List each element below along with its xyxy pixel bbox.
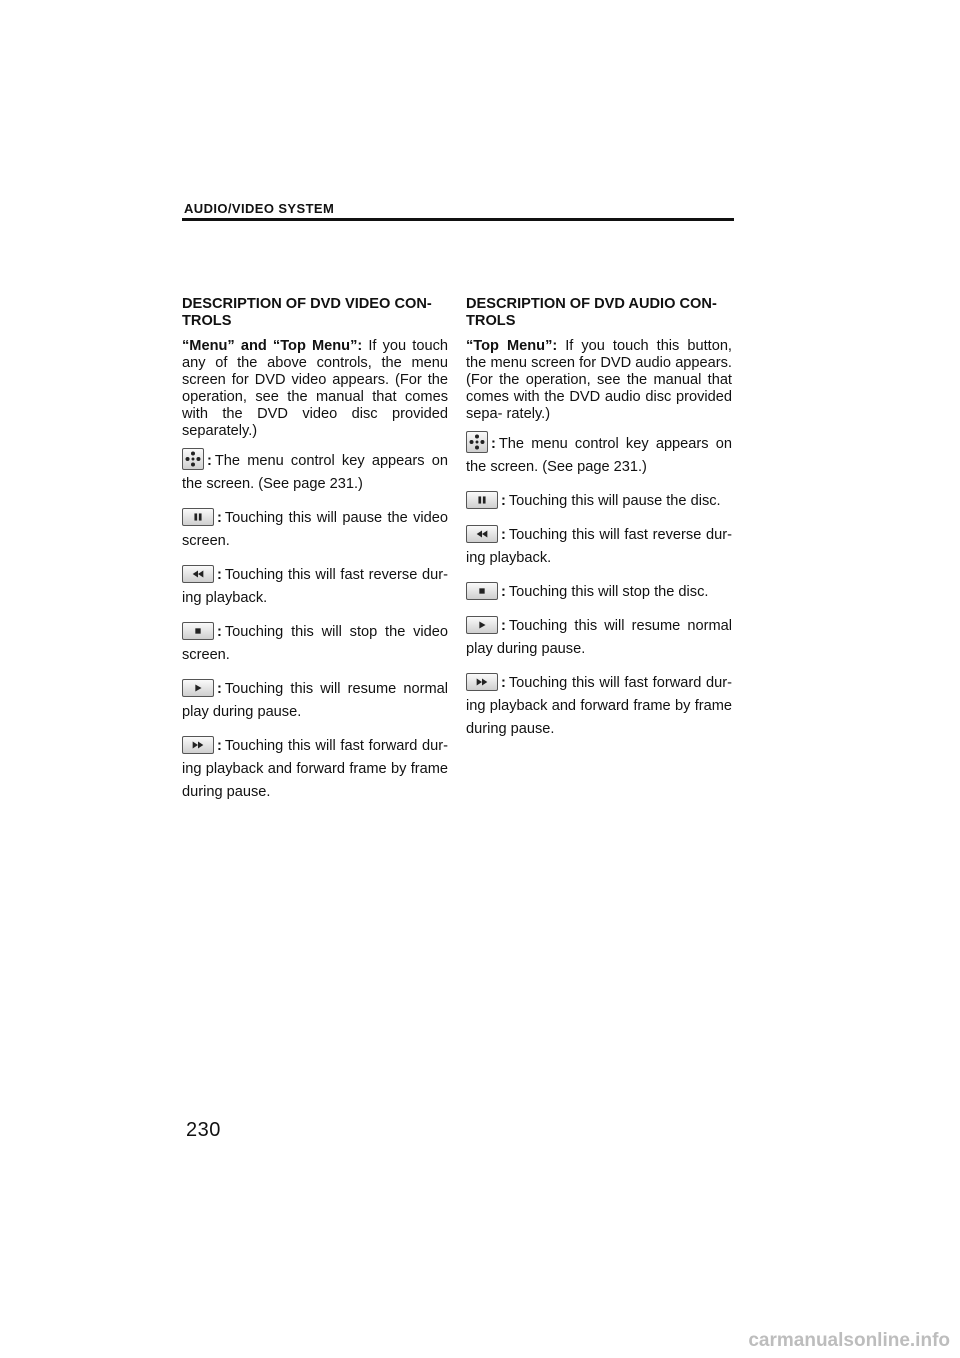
colon: : — [501, 584, 506, 600]
colon: : — [491, 436, 496, 452]
fast-reverse-icon — [182, 565, 214, 583]
item-text: Touching this will fast reverse dur- ing playback. — [466, 527, 732, 566]
colon: : — [217, 681, 222, 697]
dvd-audio-heading: DESCRIPTION OF DVD AUDIO CON- TROLS — [466, 296, 717, 329]
item-text: The menu control key appears on the screen. (See page 231.) — [182, 453, 448, 492]
dvd-video-intro — [182, 338, 448, 440]
dvd-audio-controls-column — [466, 296, 732, 752]
dvd-audio-intro-term: “Top Menu”: — [466, 338, 558, 354]
audio-fast-forward-item — [466, 672, 732, 741]
audio-play-item — [466, 615, 732, 661]
video-pause-item — [182, 507, 448, 553]
dvd-video-intro-term: “Menu” and “Top Menu”: — [182, 338, 363, 354]
colon: : — [217, 510, 222, 526]
audio-menu-control-item — [466, 431, 732, 479]
item-text: Touching this will pause the video screen. — [182, 510, 448, 549]
header-rule — [182, 218, 734, 221]
pause-icon — [182, 508, 214, 526]
colon: : — [217, 567, 222, 583]
item-text: Touching this will resume normal play during pause. — [466, 618, 732, 657]
dvd-video-controls-column — [182, 296, 448, 815]
item-text: Touching this will fast forward dur- ing playback and forward frame by frame during pause. — [466, 675, 732, 737]
dvd-audio-intro-text: If you touch this button, the menu screen for DVD audio appears. (For the operation, see the manual that comes with the DVD audio disc provided sepa- rately.) — [466, 338, 732, 422]
video-stop-item — [182, 621, 448, 667]
audio-pause-item — [466, 490, 732, 513]
item-text: Touching this will pause the disc. — [508, 493, 721, 509]
fast-forward-icon — [182, 736, 214, 754]
colon: : — [207, 453, 212, 469]
section-header: AUDIO/VIDEO SYSTEM — [184, 201, 335, 216]
colon: : — [501, 675, 506, 691]
dvd-audio-intro — [466, 338, 732, 423]
page-number: 230 — [186, 1119, 221, 1141]
colon: : — [217, 624, 222, 640]
video-fast-forward-item — [182, 735, 448, 804]
item-text: Touching this will fast forward dur- ing playback and forward frame by frame during pause. — [182, 738, 448, 800]
fast-reverse-icon — [466, 525, 498, 543]
stop-icon — [182, 622, 214, 640]
item-text: Touching this will resume normal play during pause. — [182, 681, 448, 720]
colon: : — [501, 618, 506, 634]
dvd-video-intro-text: If you touch any of the above controls, the menu screen for DVD video appears. (For the operation, see the manual that comes with the DVD video disc provided separately.) — [182, 338, 448, 439]
fast-forward-icon — [466, 673, 498, 691]
item-text: Touching this will stop the disc. — [508, 584, 709, 600]
pause-icon — [466, 491, 498, 509]
video-menu-control-item — [182, 448, 448, 496]
colon: : — [501, 493, 506, 509]
dvd-video-heading: DESCRIPTION OF DVD VIDEO CON- TROLS — [182, 296, 432, 329]
item-text: Touching this will stop the video screen. — [182, 624, 448, 663]
item-text: The menu control key appears on the screen. (See page 231.) — [466, 436, 732, 475]
menu-control-icon — [182, 448, 204, 470]
colon: : — [501, 527, 506, 543]
audio-stop-item — [466, 581, 732, 604]
play-icon — [182, 679, 214, 697]
stop-icon — [466, 582, 498, 600]
play-icon — [466, 616, 498, 634]
watermark: carmanualsonline.info — [748, 1330, 950, 1351]
video-play-item — [182, 678, 448, 724]
audio-fast-reverse-item — [466, 524, 732, 570]
item-text: Touching this will fast reverse dur- ing playback. — [182, 567, 448, 606]
menu-control-icon — [466, 431, 488, 453]
colon: : — [217, 738, 222, 754]
video-fast-reverse-item — [182, 564, 448, 610]
